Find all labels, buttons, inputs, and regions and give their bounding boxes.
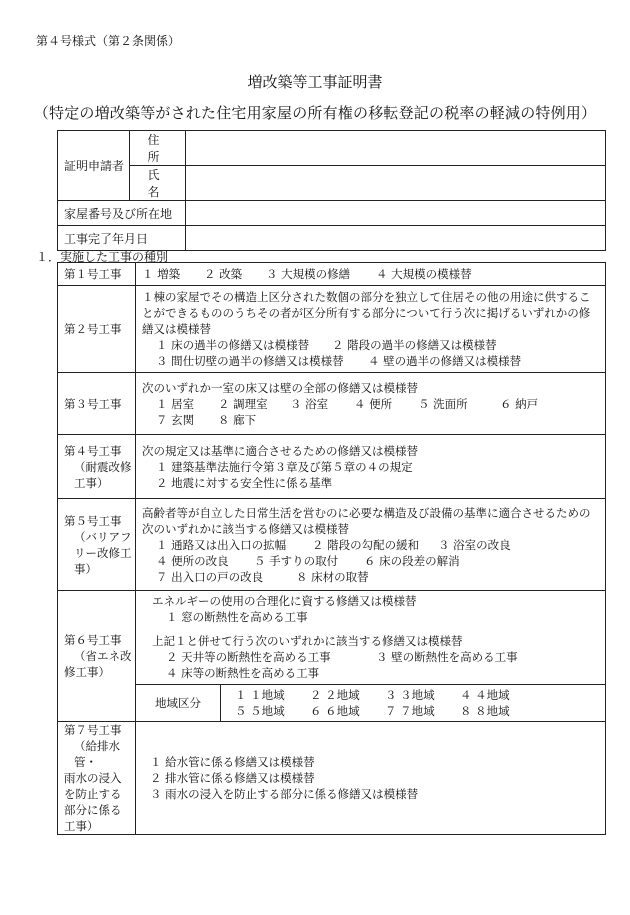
work6-option-2[interactable]: ２ 天井等の断熱性を高める工事 xyxy=(166,650,331,664)
work3-room-7[interactable]: ７ 玄関 xyxy=(156,412,195,427)
work1-label: 第１号工事 xyxy=(58,263,136,286)
region-6[interactable]: ６ ６地域 xyxy=(310,704,360,718)
work3-room-5[interactable]: ５ 洗面所 xyxy=(418,396,468,411)
work2-label: 第２号工事 xyxy=(58,286,136,373)
completion-date-label: 工事完了年月日 xyxy=(58,226,186,251)
work3-room-8[interactable]: ８ 廊下 xyxy=(218,412,257,427)
work3-row xyxy=(58,373,606,435)
work5-option-6[interactable]: ６ 床の段差の解消 xyxy=(364,553,460,568)
work4-option-2[interactable]: ２ 地震に対する安全性に係る基準 xyxy=(156,475,333,490)
region-5[interactable]: ５ ５地域 xyxy=(235,704,285,718)
work7-option-3[interactable]: ３ 雨水の浸入を防止する部分に係る修繕又は模様替 xyxy=(150,787,419,801)
work5-option-3[interactable]: ３ 浴室の改良 xyxy=(438,537,511,552)
form-code: 第４号様式（第２条関係） xyxy=(36,34,181,48)
work1-option-4[interactable]: ４ 大規模の模様替 xyxy=(376,267,472,281)
work5-option-2[interactable]: ２ 階段の勾配の緩和 xyxy=(312,537,420,552)
work6-row xyxy=(58,591,606,722)
region-7[interactable]: ７ ７地域 xyxy=(385,704,435,718)
applicant-table xyxy=(57,130,606,251)
work2-row xyxy=(58,286,606,373)
address-field[interactable] xyxy=(186,131,606,166)
work1-option-1[interactable]: １ 増築 xyxy=(142,267,181,281)
region-3[interactable]: ３ ３地域 xyxy=(385,688,435,702)
work7-label: 第７号工事 （給排水管・ 雨水の浸入 を防止する 部分に係る 工事） xyxy=(58,722,136,835)
region-1[interactable]: １ １地域 xyxy=(235,688,285,702)
document-subtitle: （特定の増改築等がされた住宅用家屋の所有権の移転登記の税率の軽減の特例用） xyxy=(33,104,597,122)
work5-option-1[interactable]: １ 通路又は出入口の拡幅 xyxy=(156,537,287,552)
work2-option-4[interactable]: ４ 壁の過半の修繕又は模様替 xyxy=(368,354,522,368)
work2-option-2[interactable]: ２ 階段の過半の修繕又は模様替 xyxy=(332,338,497,352)
work5-option-5[interactable]: ５ 手すりの取付 xyxy=(254,553,339,568)
region-table xyxy=(136,684,605,721)
applicant-label: 証明申請者 xyxy=(58,131,130,201)
work7-row xyxy=(58,722,606,835)
work7-option-1[interactable]: １ 給水管に係る修繕又は模様替 xyxy=(150,755,315,769)
work6-description-1: エネルギーの使用の合理化に資する修繕又は模様替 xyxy=(152,594,417,608)
work1-options xyxy=(136,263,606,286)
work5-description: 高齢者等が自立した日常生活を営むのに必要な構造及び設備の基準に適合させるための次のいずれかに該当する修繕又は模様替 xyxy=(142,505,591,536)
document-title: 増改築等工事証明書 xyxy=(247,73,383,91)
work1-row xyxy=(58,263,606,286)
work3-room-4[interactable]: ４ 便所 xyxy=(354,396,393,411)
work5-option-4[interactable]: ４ 便所の改良 xyxy=(156,553,229,568)
work3-room-6[interactable]: ６ 納戸 xyxy=(500,396,539,411)
work6-option-4[interactable]: ４ 床等の断熱性を高める工事 xyxy=(166,666,320,680)
work6-description-2: 上記１と併せて行う次のいずれかに該当する修繕又は模様替 xyxy=(152,634,463,648)
address-label: 住 所 xyxy=(130,131,186,166)
work3-label: 第３号工事 xyxy=(58,373,136,435)
work5-row xyxy=(58,499,606,591)
work-type-table xyxy=(57,262,606,835)
work3-room-2[interactable]: ２ 調理室 xyxy=(218,396,268,411)
name-label: 氏 名 xyxy=(130,166,186,201)
region-8[interactable]: ８ ８地域 xyxy=(460,704,510,718)
work6-option-3[interactable]: ３ 壁の断熱性を高める工事 xyxy=(376,650,518,664)
completion-date-field[interactable] xyxy=(186,226,606,251)
work3-description: 次のいずれか一室の床又は壁の全部の修繕又は模様替 xyxy=(142,380,418,395)
work2-option-1[interactable]: １ 床の過半の修繕又は模様替 xyxy=(156,338,310,352)
region-2[interactable]: ２ ２地域 xyxy=(310,688,360,702)
work5-option-8[interactable]: ８ 床材の取替 xyxy=(296,569,369,584)
work4-row xyxy=(58,435,606,499)
work1-option-2[interactable]: ２ 改築 xyxy=(204,267,243,281)
work3-room-1[interactable]: １ 居室 xyxy=(156,396,195,411)
work4-description: 次の規定又は基準に適合させるための修繕又は模様替 xyxy=(142,443,418,458)
name-field[interactable] xyxy=(186,166,606,201)
work3-room-3[interactable]: ３ 浴室 xyxy=(290,396,329,411)
work4-option-1[interactable]: １ 建築基準法施行令第３章及び第５章の４の規定 xyxy=(156,459,413,474)
work5-label: 第５号工事 （バリアフ リー改修工 事） xyxy=(58,499,136,591)
work4-label: 第４号工事 （耐震改修 工事） xyxy=(58,435,136,499)
work7-option-2[interactable]: ２ 排水管に係る修繕又は模様替 xyxy=(150,771,315,785)
work2-option-3[interactable]: ３ 間仕切壁の過半の修繕又は模様替 xyxy=(156,354,344,368)
work6-label: 第６号工事 （省エネ改 修工事） xyxy=(58,591,136,722)
property-field[interactable] xyxy=(186,201,606,226)
region-4[interactable]: ４ ４地域 xyxy=(460,688,510,702)
section-heading: １．実施した工事の種別 xyxy=(36,250,169,264)
property-label: 家屋番号及び所在地 xyxy=(58,201,186,226)
work1-option-3[interactable]: ３ 大規模の修繕 xyxy=(266,267,351,281)
work2-description: １棟の家屋でその構造上区分された数個の部分を独立して住居その他の用途に供することができるもののうちその者が区分所有する部分について行う次に掲げるいずれかの修繕又は模様替 xyxy=(142,290,591,336)
work5-option-7[interactable]: ７ 出入口の戸の改良 xyxy=(156,569,264,584)
region-label: 地域区分 xyxy=(136,685,221,722)
work6-option-1[interactable]: １ 窓の断熱性を高める工事 xyxy=(166,610,308,624)
